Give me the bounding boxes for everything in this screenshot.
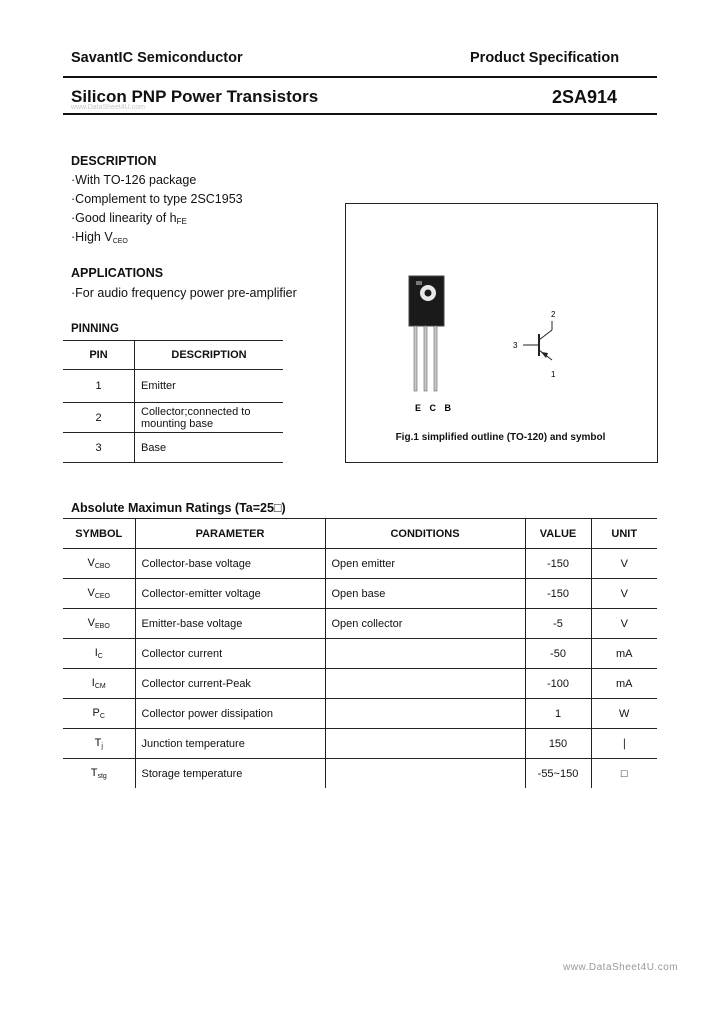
package-body [409, 276, 444, 326]
table-header-row [63, 519, 657, 549]
pinning-heading: PINNING [71, 323, 119, 335]
col-unit: UNIT [591, 519, 657, 549]
table-row: $P_C$ Collector power dissipation 1 W [63, 699, 657, 729]
table-row: $T_j$ Junction temperature 150 ∣ [63, 729, 657, 759]
applications-item: ·For audio frequency power pre-amplifier [71, 286, 297, 300]
description-item: ·Good linearity of $h_{FE}$ [71, 211, 187, 226]
emitter-arrow [541, 352, 548, 358]
header-rule-top [63, 76, 657, 78]
col-symbol: SYMBOL [63, 519, 135, 549]
ratings-heading: Absolute Maximun Ratings (Ta=25□) [71, 501, 286, 515]
lead-labels: E C B [415, 403, 455, 413]
pinning-table [63, 340, 283, 463]
table-row: 2 Collector;connected to mounting base [63, 403, 283, 433]
page-title: Silicon PNP Power Transistors [71, 87, 319, 106]
table-row: $V_{EBO}$ Emitter-base voltage Open collector -5 V [63, 609, 657, 639]
package-outline-diagram [345, 203, 656, 433]
lead-b [434, 326, 437, 391]
part-number: 2SA914 [552, 87, 618, 107]
pin3-label: 3 [513, 341, 518, 350]
watermark-top: www.DataSheet4U.com [71, 104, 145, 111]
table-row: $V_{CBO}$ Collector-base voltage Open emitter -150 V [63, 549, 657, 579]
applications-heading: APPLICATIONS [71, 266, 164, 280]
pin2-label: 2 [551, 310, 556, 319]
pin1-label: 1 [551, 370, 556, 379]
table-row: $T_{stg}$ Storage temperature -55~150 □ [63, 759, 657, 789]
watermark-footer: www.DataSheet4U.com [563, 962, 679, 973]
description-item: ·High $V_{CEO}$ [71, 230, 128, 245]
doc-type: Product Specification [470, 50, 620, 66]
table-row: $I_C$ Collector current -50 mA [63, 639, 657, 669]
ratings-table [63, 518, 657, 788]
col-pin: PIN [63, 341, 135, 370]
lead-e [414, 326, 417, 391]
lead-c [424, 326, 427, 391]
header-rule-bottom [63, 113, 657, 115]
col-parameter: PARAMETER [135, 519, 325, 549]
figure-caption: Fig.1 simplified outline (TO-120) and symbol [395, 432, 606, 443]
table-row: $V_{CEO}$ Collector-emitter voltage Open base -150 V [63, 579, 657, 609]
table-row: 1 Emitter [63, 370, 283, 403]
description-item: ·With TO-126 package [71, 173, 197, 187]
collector-line [539, 330, 552, 340]
description-item: ·Complement to type 2SC1953 [71, 192, 243, 206]
col-value: VALUE [525, 519, 591, 549]
col-description: DESCRIPTION [135, 341, 284, 370]
table-row: $I_{CM}$ Collector current-Peak -100 mA [63, 669, 657, 699]
col-conditions: CONDITIONS [325, 519, 525, 549]
company-name: SavantIC Semiconductor [71, 50, 243, 66]
description-heading: DESCRIPTION [71, 154, 157, 168]
table-header-row [63, 341, 283, 370]
table-row: 3 Base [63, 433, 283, 463]
